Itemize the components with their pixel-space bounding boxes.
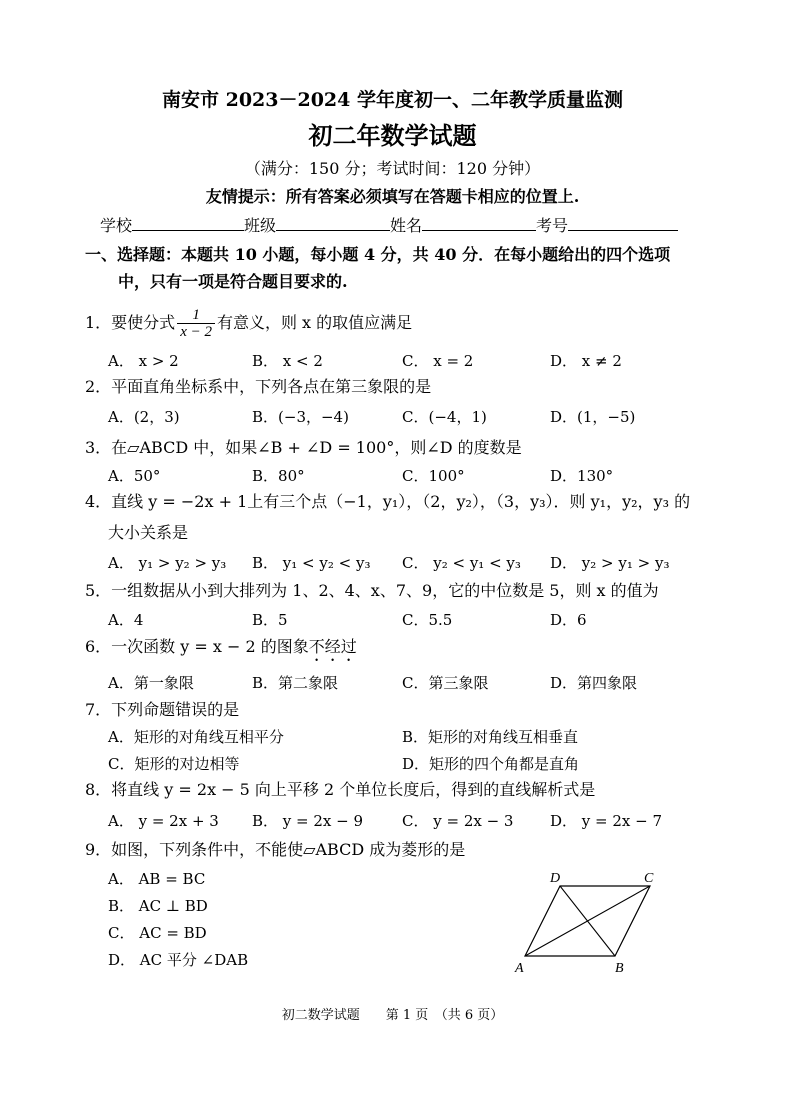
school-blank[interactable] — [132, 216, 244, 231]
vertex-label-b: B — [615, 961, 624, 976]
q9-option-b: B． AC ⊥ BD — [108, 897, 208, 915]
q1-frac-num: 1 — [177, 307, 215, 324]
q8-stem: 8．将直线 y = 2x − 5 向上平移 2 个单位长度后，得到的直线解析式是 — [85, 780, 596, 799]
name-label: 姓名 — [390, 216, 423, 235]
number-blank[interactable] — [568, 216, 678, 231]
q9-option-d: D． AC 平分 ∠DAB — [108, 951, 249, 969]
q1-option-c: C． x = 2 — [402, 352, 474, 370]
friendly-tip: 友情提示：所有答案必须填写在答题卡相应的位置上. — [205, 187, 580, 206]
q9-option-c: C． AC = BD — [108, 924, 207, 942]
q4-option-d: D． y₂ > y₁ > y₃ — [550, 554, 670, 572]
q7-option-b: B．矩形的对角线互相垂直 — [402, 728, 579, 746]
q1-option-b: B． x < 2 — [252, 352, 323, 370]
q3-option-c: C．100° — [402, 467, 465, 485]
q6-pre: 6．一次函数 y = x − 2 的图象 — [85, 637, 309, 656]
q4-option-b: B． y₁ < y₂ < y₃ — [252, 554, 371, 572]
q5-option-d: D．6 — [550, 611, 587, 629]
q6-stem — [85, 637, 357, 665]
q3-stem: 3．在▱ABCD 中，如果∠B + ∠D = 100°，则∠D 的度数是 — [85, 438, 522, 457]
q9-option-a: A． AB = BC — [108, 870, 206, 888]
q4-stem-line2: 大小关系是 — [108, 523, 189, 542]
q2-option-a: A．(2，3) — [108, 408, 180, 426]
score-time: （满分：150 分；考试时间：120 分钟） — [244, 159, 541, 178]
exam-title: 南安市 2023－2024 学年度初一、二年教学质量监测 — [162, 89, 623, 111]
q3-option-d: D．130° — [550, 467, 614, 485]
q6-option-b: B．第二象限 — [252, 674, 339, 692]
q4-option-c: C． y₂ < y₁ < y₃ — [402, 554, 521, 572]
q7-stem: 7．下列命题错误的是 — [85, 700, 240, 719]
q5-option-c: C．5.5 — [402, 611, 453, 629]
q8-option-d: D． y = 2x − 7 — [550, 812, 663, 830]
q5-option-b: B．5 — [252, 611, 288, 629]
vertex-label-a: A — [515, 961, 524, 976]
q5-stem: 5．一组数据从小到大排列为 1、2、4、x、7、9，它的中位数是 5，则 x 的值为 — [85, 581, 659, 600]
q8-option-c: C． y = 2x − 3 — [402, 812, 514, 830]
q1-post: 有意义，则 x 的取值应满足 — [216, 313, 413, 332]
q4-option-a: A． y₁ > y₂ > y₃ — [108, 554, 227, 572]
q1-stem — [85, 306, 412, 340]
q3-option-b: B．80° — [252, 467, 305, 485]
q6-option-a: A．第一象限 — [108, 674, 194, 692]
q2-option-b: B．(−3，−4) — [252, 408, 349, 426]
number-label: 考号 — [536, 216, 569, 235]
q8-option-b: B． y = 2x − 9 — [252, 812, 364, 830]
section1-line1: 一、选择题：本题共 10 小题，每小题 4 分，共 40 分．在每小题给出的四个选项 — [85, 245, 671, 264]
exam-subtitle: 初二年数学试题 — [308, 121, 477, 150]
q4-stem-line1: 4．直线 y = −2x + 1上有三个点（−1，y₁），（2，y₂），（3，y₃）．则 y₁，y₂，y₃ 的 — [85, 492, 691, 511]
parallelogram-figure — [510, 866, 670, 978]
q7-option-c: C．矩形的对边相等 — [108, 755, 240, 773]
class-blank[interactable] — [276, 216, 390, 231]
q1-option-d: D． x ≠ 2 — [550, 352, 622, 370]
page-footer: 初二数学试题 第 1 页 （共 6 页） — [281, 1008, 504, 1023]
q7-option-d: D．矩形的四个角都是直角 — [402, 755, 580, 773]
name-blank[interactable] — [422, 216, 536, 231]
vertex-label-d: D — [550, 871, 561, 886]
q1-fraction — [177, 307, 215, 340]
q5-option-a: A．4 — [108, 611, 144, 629]
class-label: 班级 — [244, 216, 277, 235]
q6-option-d: D．第四象限 — [550, 674, 638, 692]
q6-emphasis: 不经过 — [308, 637, 357, 656]
q6-option-c: C．第三象限 — [402, 674, 489, 692]
q2-option-d: D．(1，−5) — [550, 408, 636, 426]
q2-stem: 2．平面直角坐标系中，下列各点在第三象限的是 — [85, 377, 432, 396]
school-label: 学校 — [100, 216, 133, 235]
diagonal-bd — [560, 886, 615, 956]
q3-option-a: A．50° — [108, 467, 161, 485]
q9-stem: 9．如图，下列条件中，不能使▱ABCD 成为菱形的是 — [85, 840, 466, 859]
q2-option-c: C．(−4，1) — [402, 408, 487, 426]
vertex-label-c: C — [644, 871, 654, 886]
info-fields — [100, 216, 678, 236]
q1-pre: 1．要使分式 — [85, 313, 176, 332]
q1-option-a: A． x > 2 — [108, 352, 179, 370]
q1-frac-den: x − 2 — [180, 324, 212, 340]
section1-line2: 中，只有一项是符合题目要求的. — [118, 272, 348, 291]
q7-option-a: A．矩形的对角线互相平分 — [108, 728, 284, 746]
q8-option-a: A． y = 2x + 3 — [108, 812, 219, 830]
